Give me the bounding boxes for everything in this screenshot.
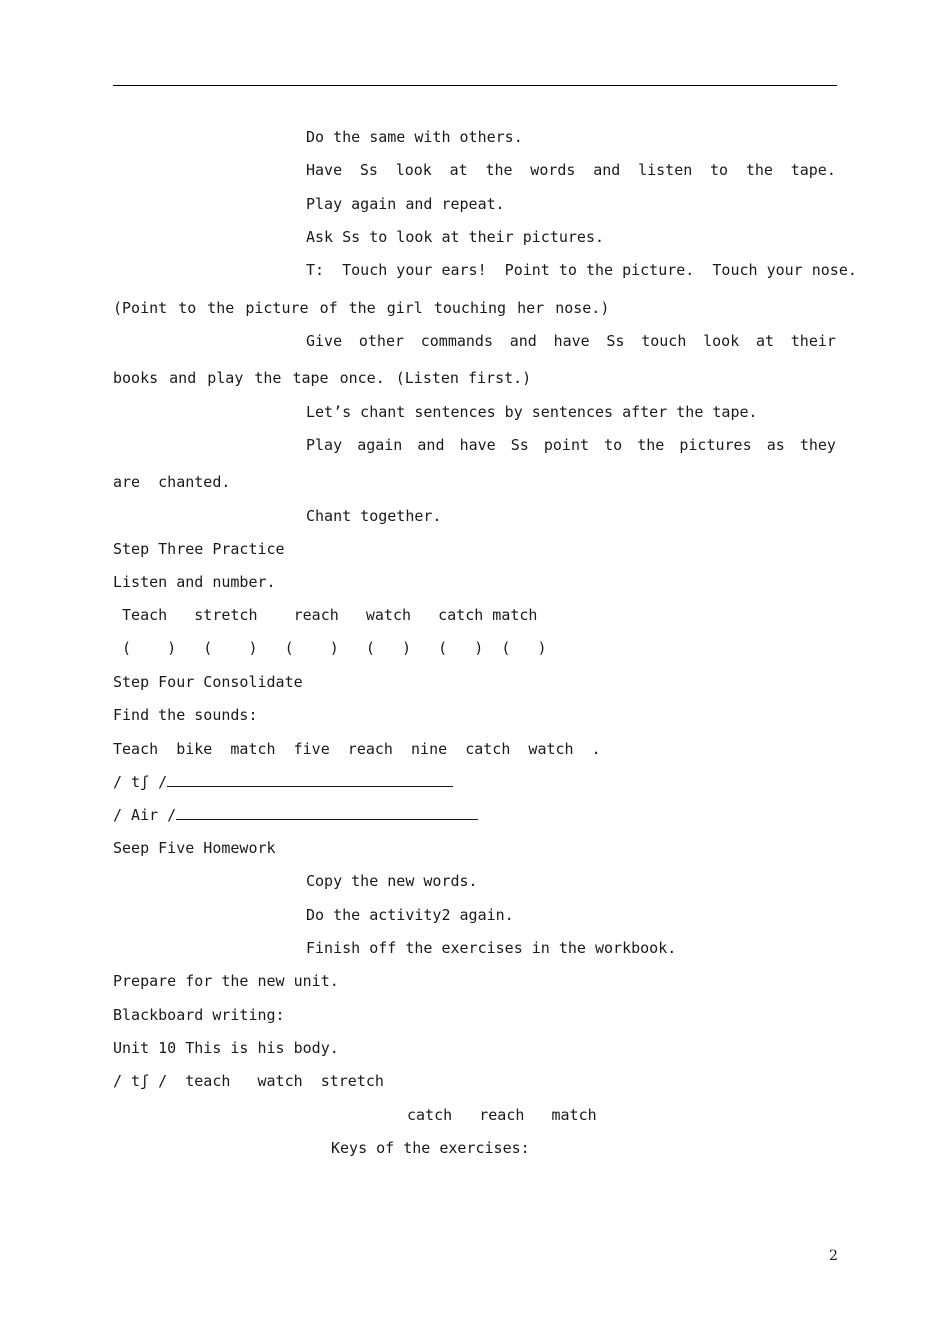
word: books — [113, 369, 159, 387]
word: Have — [306, 161, 343, 179]
answer-brackets: ( ) ( ) ( ) ( ) ( ) ( ) — [113, 639, 547, 657]
text-line: Ask Ss to look at their pictures. — [306, 228, 605, 246]
text-line: Play again and repeat. — [306, 195, 505, 213]
word: have — [553, 332, 590, 350]
word: of — [319, 299, 338, 317]
text-line: Do the activity2 again. — [306, 906, 514, 924]
word: tape. — [790, 161, 836, 179]
word: Ss — [359, 161, 378, 179]
word: look — [395, 161, 432, 179]
word: touching — [433, 299, 507, 317]
phonetic-label: / tʃ / — [113, 773, 168, 791]
phonetic-label: / Air / — [113, 806, 177, 824]
text-line-justified — [306, 435, 836, 455]
word: to — [178, 299, 197, 317]
word: nose.) — [555, 299, 610, 317]
word: touch — [641, 332, 687, 350]
text-line: T: Touch your ears! Point to the picture. Touch your nose. — [306, 261, 857, 279]
word: look — [703, 332, 740, 350]
text-line: catch reach match — [407, 1106, 597, 1124]
section-heading: Blackboard writing: — [113, 1006, 285, 1024]
word: once. — [339, 369, 385, 387]
word: listen — [638, 161, 693, 179]
word: the — [254, 369, 282, 387]
section-heading: Step Four Consolidate — [113, 673, 303, 691]
word: as — [766, 436, 785, 454]
answer-blank — [167, 772, 453, 787]
text-line-justified — [113, 368, 542, 388]
section-heading: Step Three Practice — [113, 540, 285, 558]
word: have — [459, 436, 496, 454]
word-list: Teach stretch reach watch catch match — [113, 606, 538, 624]
word: (Point — [113, 299, 168, 317]
text-line-justified — [306, 331, 836, 351]
word: their — [790, 332, 836, 350]
text-line: Find the sounds: — [113, 706, 258, 724]
text-line: Let’s chant sentences by sentences after the tape. — [306, 403, 758, 421]
word: Give — [306, 332, 343, 350]
word: tape — [292, 369, 329, 387]
word: Ss — [606, 332, 625, 350]
word: and — [593, 161, 621, 179]
word: again — [357, 436, 403, 454]
word: at — [755, 332, 775, 350]
word: the — [348, 299, 376, 317]
word: words — [530, 161, 576, 179]
word: point — [543, 436, 590, 454]
text-line: Keys of the exercises: — [331, 1139, 530, 1157]
word: at — [449, 161, 468, 179]
answer-blank — [176, 805, 478, 820]
word: Play — [306, 436, 343, 454]
word: to — [604, 436, 623, 454]
word: the — [745, 161, 773, 179]
word: play — [207, 369, 244, 387]
text-line: Do the same with others. — [306, 128, 523, 146]
word: the — [637, 436, 665, 454]
word: Ss — [510, 436, 529, 454]
section-heading: Seep Five Homework — [113, 839, 276, 857]
word: and — [417, 436, 445, 454]
text-line: Unit 10 This is his body. — [113, 1039, 339, 1057]
text-line: are chanted. — [113, 473, 231, 491]
text-line: Copy the new words. — [306, 872, 478, 890]
word: the — [485, 161, 513, 179]
text-line: Finish off the exercises in the workbook. — [306, 939, 677, 957]
text-line: Chant together. — [306, 507, 442, 525]
header-rule — [113, 85, 837, 86]
text-line: / tʃ / teach watch stretch — [113, 1072, 384, 1090]
word: girl — [386, 299, 423, 317]
word: they — [799, 436, 836, 454]
word-list: Teach bike match five reach nine catch watch . — [113, 740, 601, 758]
sound-row — [113, 805, 478, 825]
text-line: Listen and number. — [113, 573, 276, 591]
text-line-justified — [306, 160, 836, 180]
word: to — [710, 161, 729, 179]
word: and — [509, 332, 537, 350]
page-number: 2 — [829, 1248, 838, 1264]
text-line: Prepare for the new unit. — [113, 972, 339, 990]
word: commands — [420, 332, 493, 350]
word: other — [358, 332, 405, 350]
word: pictures — [679, 436, 752, 454]
word: (Listen first.) — [395, 369, 532, 387]
text-line-justified — [113, 298, 620, 318]
word: her — [517, 299, 545, 317]
sound-row — [113, 772, 453, 792]
word: picture — [245, 299, 309, 317]
word: the — [207, 299, 235, 317]
word: and — [169, 369, 197, 387]
